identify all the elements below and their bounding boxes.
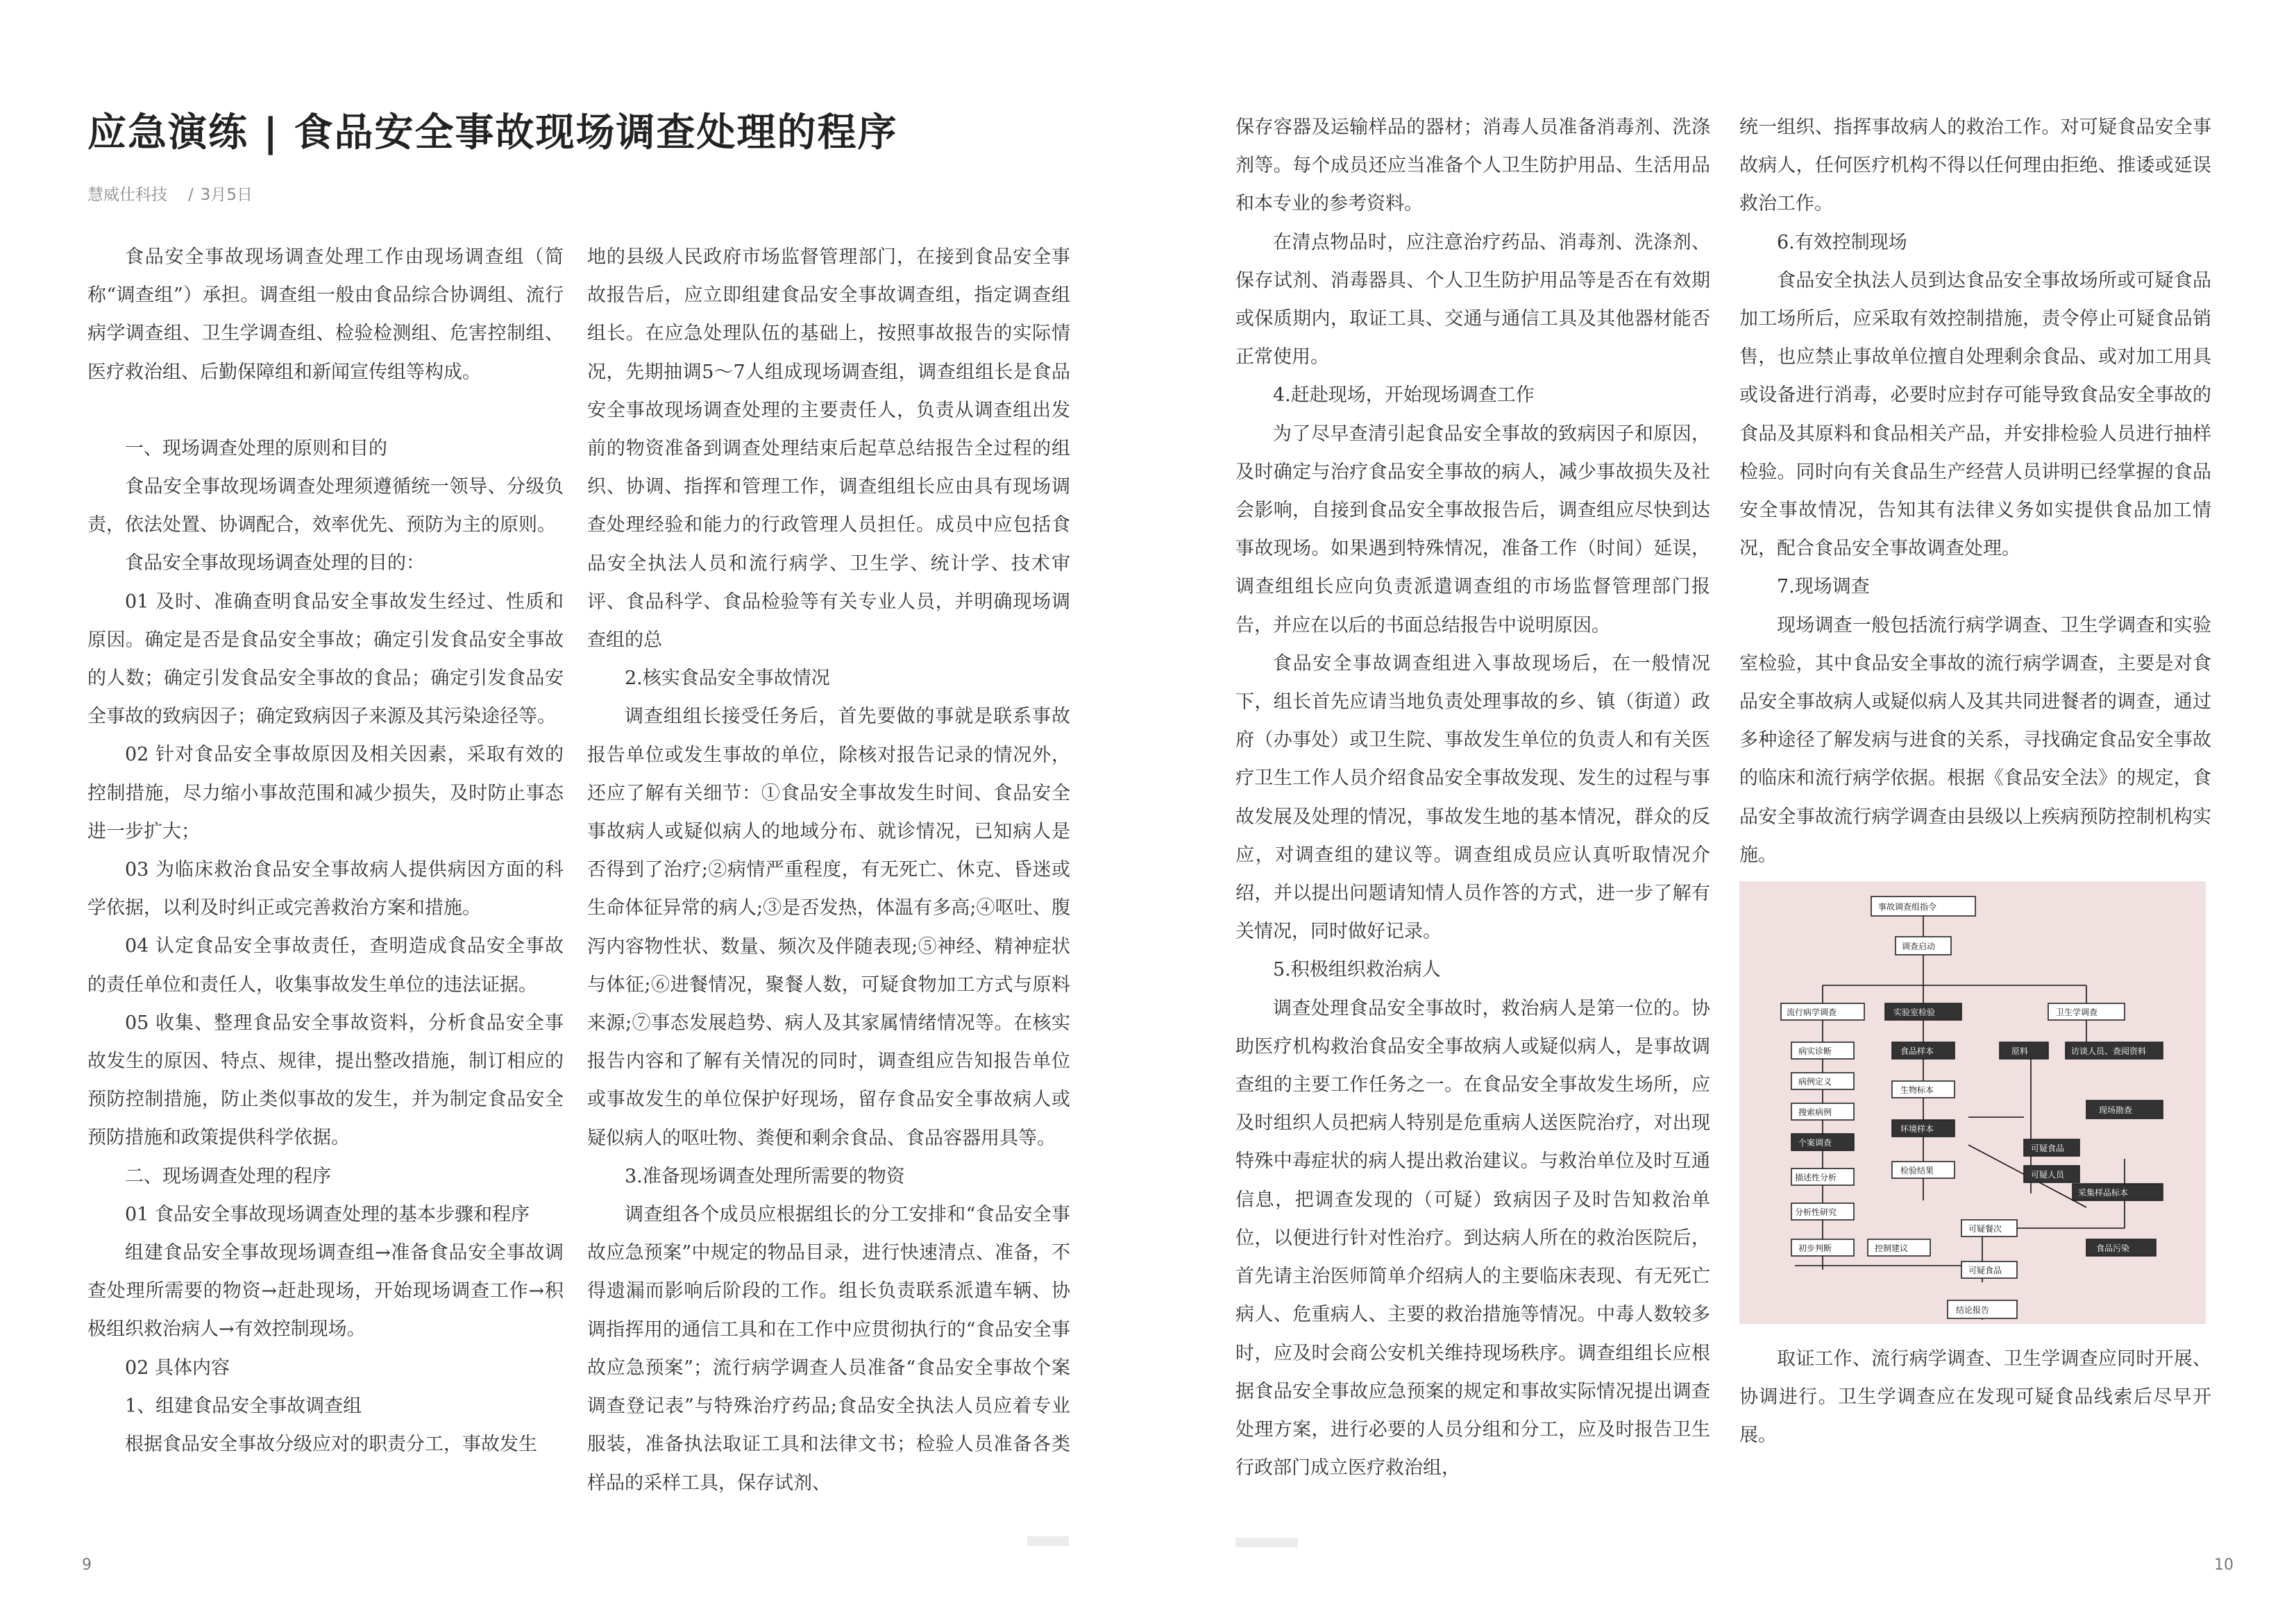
paragraph: 组建食品安全事故现场调查组→准备食品安全事故调查处理所需要的物资→赶赴现场，开始现场调查工作→积极组织救治病人→有效控制现场。 bbox=[87, 1242, 564, 1341]
author[interactable]: 慧威仕科技 bbox=[87, 186, 167, 204]
column-3 bbox=[1235, 108, 1710, 1487]
flow-node bbox=[2024, 1166, 2079, 1182]
flow-node bbox=[1961, 1220, 2017, 1237]
paragraph: 调查处理食品安全事故时，救治病人是第一位的。协助医疗机构救治食品安全事故病人或疑似病人，是事故调查组的主要工作任务之一。在食品安全事故发生场所，应及时组织人员把病人特别是危重病人送医院治疗，对出现特殊中毒症状的病人提出救治建议。与救治单位及时互通信息，把调查发现的（可疑）致病因子及时告知救治单位，以便进行针对性治疗。到达病人所在的救治医院后，首先请主治医师简单介绍病人的主要临床表现、有无死亡病人、危重病人、主要的救治措施等情况。中毒人数较多时，应及时会商公安机关维持现场秩序。调查组组长应根据食品安全事故应急预案的规定和事故实际情况提出调查处理方案，进行必要的人员分组和分工，应及时报告卫生行政部门成立医疗救治组， bbox=[1235, 997, 1710, 1479]
flow-node-label: 食品样本 bbox=[1900, 1046, 1934, 1056]
paragraph: 01 食品安全事故现场调查处理的基本步骤和程序 bbox=[125, 1203, 530, 1225]
flow-node bbox=[2086, 1239, 2156, 1256]
paragraph: 保存容器及运输样品的器材；消毒人员准备消毒剂、洗涤剂等。每个成员还应当准备个人卫生防护用品、生活用品和本专业的参考资料。 bbox=[1235, 117, 1710, 215]
flow-node-label: 采集样品标本 bbox=[2078, 1188, 2129, 1198]
paragraph: 食品安全事故现场调查处理的目的： bbox=[125, 552, 425, 575]
flow-node-label: 食品污染 bbox=[2096, 1243, 2130, 1253]
paragraph: 调查组组长接受任务后，首先要做的事就是联系事故报告单位或发生事故的单位，除核对报告记录的情况外，还应了解有关细节：①食品安全事故发生时间、食品安全事故病人或疑似病人的地域分布、就诊情况，已知病人是否得到了治疗;②病情严重程度，有无死亡、休克、昏迷或生命体征异常的病人;③是否发热，体温有多高;④呕吐、腹泻内容物性状、数量、频次及伴随表现;⑤神经、精神症状与体征;⑥进餐情况，聚餐人数，可疑食物加工方式与原料来源;⑦事态发展趋势、病人及其家属情绪情况等。在核实报告内容和了解有关情况的同时，调查组应告知报告单位或事故发生的单位保护好现场，留存食品安全事故病人或疑似病人的呕吐物、粪便和剩余食品、食品容器用具等。 bbox=[587, 706, 1070, 1149]
flow-node bbox=[1791, 1134, 1854, 1150]
flow-node bbox=[1948, 1300, 2017, 1318]
flow-node bbox=[2024, 1139, 2079, 1156]
section-heading: 二、现场调查处理的程序 bbox=[125, 1165, 331, 1187]
flow-node bbox=[1791, 1203, 1854, 1220]
paragraph: 统一组织、指挥事故病人的救治工作。对可疑食品安全事故病人，任何医疗机构不得以任何理由拒绝、推诿或延误救治工作。 bbox=[1739, 117, 2211, 215]
flow-node bbox=[1791, 1103, 1854, 1120]
scan-artifact bbox=[1235, 1538, 1298, 1547]
paragraph: 02 具体内容 bbox=[125, 1357, 230, 1379]
paragraph: 为了尽早查清引起食品安全事故的致病因子和原因，及时确定与治疗食品安全事故的病人，减少事故损失及社会影响，自接到食品安全事故报告后，调查组应尽快到达事故现场。如果遇到特殊情况，准备工作（时间）延误，调查组组长应向负责派遣调查组的市场监督管理部门报告，并应在以后的书面总结报告中说明原因。 bbox=[1235, 423, 1710, 636]
section-heading: 6.有效控制现场 bbox=[1777, 231, 1907, 253]
flow-node-label: 卫生学调查 bbox=[2056, 1008, 2098, 1017]
flow-node-label: 可疑餐次 bbox=[1968, 1224, 2002, 1234]
paragraph: 食品安全事故现场调查处理须遵循统一领导、分级负责，依法处置、协调配合，效率优先、预防为主的原则。 bbox=[87, 476, 564, 536]
flow-node bbox=[1892, 1081, 1955, 1098]
section-heading: 5.积极组织救治病人 bbox=[1273, 959, 1441, 981]
flow-node-label: 初步判断 bbox=[1798, 1243, 1832, 1253]
flow-node-label: 调查启动 bbox=[1902, 942, 1936, 951]
flow-node bbox=[1885, 1003, 1961, 1020]
flow-node-label: 分析性研究 bbox=[1795, 1207, 1837, 1217]
flow-node bbox=[1791, 1073, 1854, 1089]
paragraph: 食品安全执法人员到达食品安全事故场所或可疑食品加工场所后，应采取有效控制措施，责令停止可疑食品销售，也应禁止事故单位擅自处理剩余食品、或对加工用具或设备进行消毒，必要时应封存可能导致食品安全事故的食品及其原料和食品相关产品，并安排检验人员进行抽样检验。同时向有关食品生产经营人员讲明已经掌握的食品安全事故情况，告知其有法律义务如实提供食品加工情况，配合食品安全事故调查处理。 bbox=[1739, 269, 2211, 560]
paragraph: 01 及时、准确查明食品安全事故发生经过、性质和原因。确定是否是食品安全事故；确定引发食品安全事故的人数；确定引发食品安全事故的食品；确定引发食品安全事故的致病因子；确定致病因子来源及其污染途径等。 bbox=[87, 590, 564, 728]
flow-node bbox=[1791, 1239, 1854, 1256]
flow-node bbox=[1791, 1169, 1854, 1185]
flow-node bbox=[1868, 1239, 1930, 1256]
flow-node-label: 环境样本 bbox=[1900, 1124, 1934, 1134]
flow-node-label: 生物标本 bbox=[1900, 1085, 1934, 1095]
flow-node bbox=[2086, 1101, 2163, 1119]
right-page bbox=[1148, 0, 2296, 1623]
flow-node-label: 流行病学调查 bbox=[1787, 1008, 1837, 1017]
flow-node bbox=[2048, 1003, 2125, 1020]
flow-node bbox=[1892, 1162, 1955, 1178]
section-heading: 2.核实食品安全事故情况 bbox=[625, 668, 830, 690]
flow-node-label: 可疑食品 bbox=[2031, 1144, 2065, 1153]
column-1 bbox=[87, 238, 564, 1463]
flow-node-label: 检验结果 bbox=[1900, 1166, 1934, 1175]
section-heading: 3.准备现场调查处理所需要的物资 bbox=[625, 1165, 905, 1187]
flow-node bbox=[1781, 1003, 1864, 1020]
flow-node bbox=[1791, 1042, 1854, 1059]
article-meta: 慧威仕科技 / 3月5日 bbox=[87, 186, 253, 204]
flow-node-label: 搜索病例 bbox=[1798, 1107, 1832, 1117]
paragraph: 在清点物品时，应注意治疗药品、消毒剂、洗涤剂、保存试剂、消毒器具、个人卫生防护用品等是否在有效期或保质期内，取证工具、交通与通信工具及其他器材能否正常使用。 bbox=[1235, 231, 1710, 368]
flow-node bbox=[1892, 1042, 1955, 1059]
flow-node bbox=[1896, 937, 1951, 955]
paragraph: 04 认定食品安全事故责任，查明造成食品安全事故的责任单位和责任人，收集事故发生单位的违法证据。 bbox=[87, 935, 564, 996]
paragraph: 根据食品安全事故分级应对的职责分工，事故发生 bbox=[125, 1434, 537, 1456]
flow-node bbox=[2066, 1042, 2163, 1059]
flowchart-svg bbox=[1739, 881, 2206, 1324]
flow-node-label: 原料 bbox=[2011, 1046, 2029, 1056]
flow-node-label: 现场勘查 bbox=[2099, 1105, 2133, 1115]
column-2 bbox=[587, 238, 1070, 1502]
paragraph: 05 收集、整理食品安全事故资料，分析食品安全事故发生的原因、特点、规律，提出整改措施，制订相应的预防控制措施，防止类似事故的发生，并为制定食品安全预防措施和政策提供科学依据。 bbox=[87, 1012, 564, 1149]
flow-node-label: 个案调查 bbox=[1798, 1138, 1832, 1148]
flow-node-label: 病例定义 bbox=[1798, 1077, 1832, 1087]
paragraph: 食品安全事故现场调查处理工作由现场调查组（简称“调查组”）承担。调查组一般由食品综合协调组、流行病学调查组、卫生学调查组、检验检测组、危害控制组、医疗救治组、后勤保障组和新闻宣传组等构成。 bbox=[87, 246, 564, 383]
section-heading: 7.现场调查 bbox=[1777, 576, 1870, 598]
article-title: 应急演练 | 食品安全事故现场调查处理的程序 bbox=[87, 110, 898, 155]
flow-node bbox=[2073, 1184, 2163, 1200]
scan-artifact bbox=[1027, 1536, 1069, 1546]
paragraph: 02 针对食品安全事故原因及相关因素，采取有效的控制措施，尽力缩小事故范围和减少损失，及时防止事态进一步扩大； bbox=[87, 744, 564, 842]
flow-node-label: 事故调查组指令 bbox=[1878, 902, 1937, 912]
paragraph: 取证工作、流行病学调查、卫生学调查应同时开展、协调进行。卫生学调查应在发现可疑食品线索后尽早开展。 bbox=[1739, 1348, 2211, 1447]
paragraph: 食品安全事故调查组进入事故现场后，在一般情况下，组长首先应请当地负责处理事故的乡、镇（街道）政府（办事处）或卫生院、事故发生单位的负责人和有关医疗卫生工作人员介绍食品安全事故发现、发生的过程与事故发展及处理的情况，事故发生地的基本情况，群众的反应，对调查组的建议等。调查组成员应认真听取情况介绍，并以提出问题请知情人员作答的方式，进一步了解有关情况，同时做好记录。 bbox=[1235, 652, 1710, 943]
flow-node bbox=[1871, 897, 1975, 916]
page-number-left: 9 bbox=[82, 1556, 92, 1574]
flow-node-label: 描述性分析 bbox=[1795, 1173, 1837, 1182]
page-number-right: 10 bbox=[2214, 1556, 2234, 1574]
flow-node-label: 可疑食品 bbox=[1968, 1266, 2002, 1275]
column-4 bbox=[1739, 108, 2211, 874]
flow-node-label: 结论报告 bbox=[1956, 1305, 1990, 1315]
paragraph: 调查组各个成员应根据组长的分工安排和“食品安全事故应急预案”中规定的物品目录，进行快速清点、准备，不得遗漏而影响后阶段的工作。组长负责联系派遣车辆、协调指挥用的通信工具和在工作中应贯彻执行的“食品安全事故应急预案”；流行病学调查人员准备“食品安全事故个案调查登记表”与特殊治疗药品;食品安全执法人员应着专业服装，准备执法取证工具和法律文书；检验人员准备各类样品的采样工具，保存试剂、 bbox=[587, 1204, 1070, 1494]
flow-node bbox=[1961, 1261, 2017, 1278]
section-heading: 4.赶赴现场，开始现场调查工作 bbox=[1273, 384, 1535, 407]
flow-node-label: 访谈人员、查阅资料 bbox=[2071, 1046, 2147, 1056]
paragraph: 现场调查一般包括流行病学调查、卫生学调查和实验室检验，其中食品安全事故的流行病学调查，主要是对食品安全事故病人或疑似病人及其共同进餐者的调查，通过多种途径了解发病与进食的关系，寻找确定食品安全事故的临床和流行病学依据。根据《食品安全法》的规定，食品安全事故流行病学调查由县级以上疾病预防控制机构实施。 bbox=[1739, 614, 2211, 866]
flow-node bbox=[1892, 1120, 1955, 1137]
flow-node bbox=[2000, 1042, 2048, 1059]
paragraph: 03 为临床救治食品安全事故病人提供病因方面的科学依据，以利及时纠正或完善救治方案和措施。 bbox=[87, 859, 564, 919]
flowchart-figure bbox=[1739, 881, 2206, 1324]
flow-node-label: 病实诊断 bbox=[1798, 1046, 1832, 1056]
section-heading: 一、现场调查处理的原则和目的 bbox=[125, 437, 387, 459]
flow-node-label: 控制建议 bbox=[1875, 1243, 1909, 1253]
paragraph: 地的县级人民政府市场监督管理部门，在接到食品安全事故报告后，应立即组建食品安全事故调查组，指定调查组组长。在应急处理队伍的基础上，按照事故报告的实际情况，先期抽调5～7人组成现场调查组，调查组组长是食品安全事故现场调查处理的主要责任人，负责从调查组出发前的物资准备到调查处理结束后起草总结报告全过程的组织、协调、指挥和管理工作，调查组组长应由具有现场调查处理经验和能力的行政管理人员担任。成员中应包括食品安全执法人员和流行病学、卫生学、统计学、技术审评、食品科学、食品检验等有关专业人员，并明确现场调查组的总 bbox=[587, 246, 1070, 652]
paragraph: 1、组建食品安全事故调查组 bbox=[125, 1395, 362, 1417]
column-4-continued bbox=[1739, 1340, 2211, 1455]
flow-node-label: 可疑人员 bbox=[2031, 1170, 2065, 1180]
flow-node-label: 实验室检验 bbox=[1893, 1008, 1936, 1017]
publish-date: 3月5日 bbox=[200, 186, 253, 204]
